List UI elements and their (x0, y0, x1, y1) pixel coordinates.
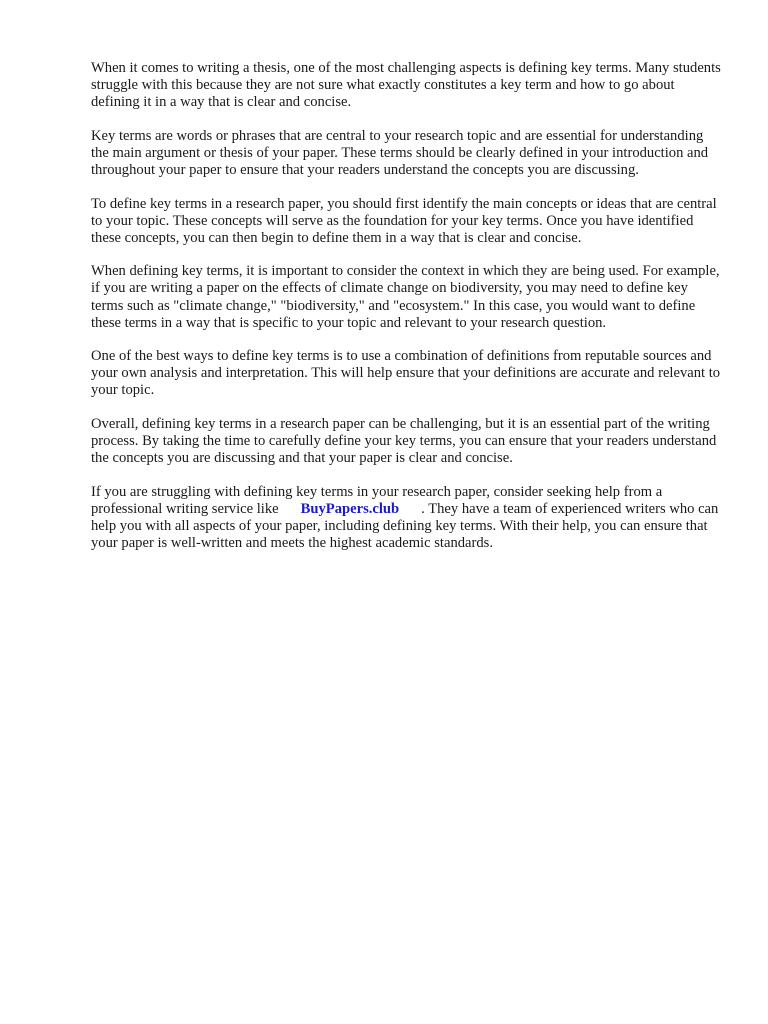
document-page (91, 60, 721, 569)
paragraph-7-before-link: If you are struggling with defining key terms in your research paper, consider seeking help from a professional writing service like (91, 483, 663, 517)
paragraph-5: One of the best ways to define key terms is to use a combination of definitions from reputable sources and your own analysis and interpretation. This will help ensure that your definitions are accurate and relevant to your topic. (91, 348, 721, 399)
paragraph-7-after-link: . They have a team of experienced writers who can help you with all aspects of your paper, including defining key terms. With their help, you can ensure that your paper is well-written and meets the highest academic standards. (91, 500, 719, 552)
paragraph-1: When it comes to writing a thesis, one of the most challenging aspects is defining key terms. Many students struggle with this because they are not sure what exactly constitutes a key term and how to go about defining it in a way that is clear and concise. (91, 60, 721, 111)
paragraph-3: To define key terms in a research paper, you should first identify the main concepts or ideas that are central to your topic. These concepts will serve as the foundation for your key terms. Once you have identified these concepts, you can then begin to define them in a way that is clear and concise. (91, 195, 717, 246)
paragraph-6: Overall, defining key terms in a research paper can be challenging, but it is an essential part of the writing process. By taking the time to carefully define your key terms, you can ensure that your readers understand the concepts you are discussing and that your paper is clear and concise. (91, 416, 717, 467)
paragraph-2: Key terms are words or phrases that are central to your research topic and are essential for understanding the main argument or thesis of your paper. These terms should be clearly defined in your introduction and throughout your paper to ensure that your readers understand the concepts you are discussing. (91, 127, 709, 178)
buypapers-link[interactable]: BuyPapers.club (300, 500, 400, 517)
paragraph-4: When defining key terms, it is important to consider the context in which they are being used. For example, if you are writing a paper on the effects of climate change on biodiversity, you may need to define key terms such as "climate change," "biodiversity," and "ecosystem." In this case, you would want to define these terms in a way that is specific to your topic and relevant to your research question. (91, 263, 720, 331)
paragraph-7 (91, 484, 721, 552)
